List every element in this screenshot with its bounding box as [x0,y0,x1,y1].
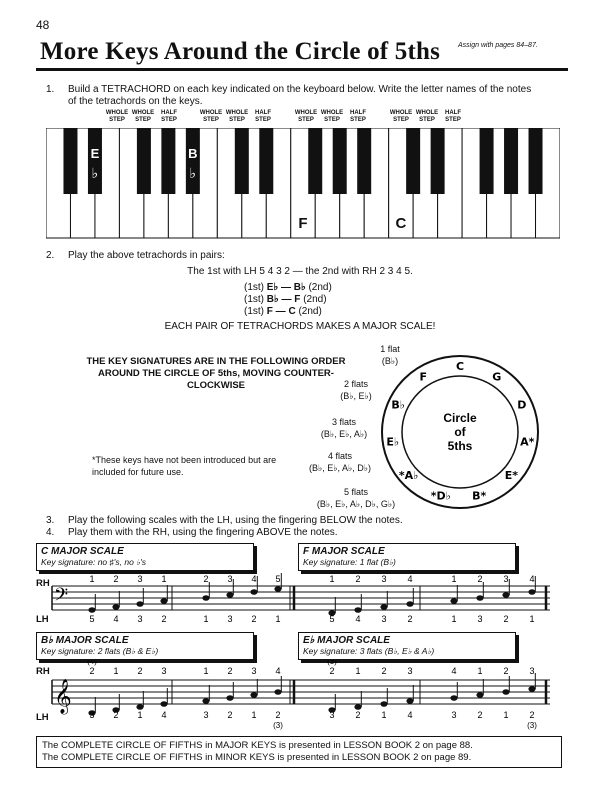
pair-row: (1st) B♭ — F (2nd) [244,294,327,305]
step-label: WHOLE STEP [225,110,249,123]
step-label: WHOLE STEP [320,110,344,123]
rh-finger-number: 1 [477,666,483,676]
note-head [160,701,167,707]
scale-key: Key signature: 3 flats (B♭, E♭ & A♭) [303,646,435,656]
circle-key-label: *D♭ [430,489,451,503]
page-title: More Keys Around the Circle of 5ths [40,38,441,65]
black-key [63,128,77,194]
step-3-text: Play the following scales with the LH, using the fingering BELOW the notes. [68,515,403,526]
black-key [259,128,273,194]
rh-finger-number: 2 [477,574,483,584]
lh-label: LH [36,614,49,625]
lh-finger-number: 2 [275,710,281,720]
circle-key-label: *A♭ [398,469,419,483]
lh-finger-number: 4 [161,710,167,720]
circle-key-label: E* [504,469,519,483]
step-label: WHOLE STEP [415,110,439,123]
treble-staff-system [40,660,556,730]
step-4-text: Play them with the RH, using the fingering ABOVE the notes. [68,527,338,538]
lh-finger-number: 3 [89,710,95,720]
lh-finger-number: 3 [227,614,233,624]
scale-box-c [36,543,254,571]
rh-alt-finger: (4) [87,660,97,666]
rh-finger-number: 4 [407,574,413,584]
black-key [504,128,518,194]
lh-finger-number: 5 [89,614,95,624]
rh-finger-number: 1 [203,666,209,676]
rh-finger-number: 5 [275,574,281,584]
note-head [354,704,361,710]
step-2-number: 2. [46,250,55,261]
lh-finger-number: 1 [203,614,209,624]
note-head [354,607,361,613]
black-key [235,128,249,194]
note-head [380,701,387,707]
title-rule [36,68,568,71]
black-key [186,128,200,194]
lh-finger-number: 5 [329,614,335,624]
rh-alt-finger: (3) [327,660,337,666]
footer-note [36,736,562,768]
key-label-e-flat-accidental: ♭ [91,166,99,182]
rh-finger-number: 1 [161,574,167,584]
scale-box-f [298,543,516,571]
note-head [406,601,413,607]
step-label: HALF STEP [445,110,461,123]
flat-label-4: 4 flats (B♭, E♭, A♭, D♭) [309,451,371,473]
rh-label: RH [36,666,50,677]
note-head [250,589,257,595]
rh-label: RH [36,578,50,589]
note-head [528,589,535,595]
rh-finger-number: 2 [89,666,95,676]
lh-finger-number: 2 [251,614,257,624]
footer-line: The COMPLETE CIRCLE OF FIFTHS in MAJOR KEYS is presented in LESSON BOOK 2 on page 88. [42,740,473,751]
note-head [250,692,257,698]
rh-finger-number: 2 [355,574,361,584]
lh-finger-number: 2 [227,710,233,720]
note-head [380,604,387,610]
scale-key: Key signature: 2 flats (B♭ & E♭) [41,646,159,656]
note-head [226,592,233,598]
key-label-b-flat-accidental: ♭ [189,166,197,182]
scale-key: Key signature: no ♯'s, no ♭'s [41,557,147,567]
black-key [480,128,494,194]
lh-finger-number: 2 [529,710,535,720]
circle-center-label: of [454,425,466,439]
lh-alt-finger: (3) [527,721,537,730]
lh-finger-number: 4 [355,614,361,624]
rh-finger-number: 2 [137,666,143,676]
circle-key-label: G [492,370,502,384]
note-head [112,604,119,610]
rh-finger-number: 1 [113,666,119,676]
lh-finger-number: 3 [329,710,335,720]
lh-finger-number: 1 [381,710,387,720]
rh-finger-number: 3 [137,574,143,584]
lh-finger-number: 2 [161,614,167,624]
rh-finger-number: 2 [113,574,119,584]
key-label-e-flat: E [90,146,100,161]
black-key [357,128,371,194]
pair-row: (1st) E♭ — B♭ (2nd) [244,282,332,293]
step-2-text: Play the above tetrachords in pairs: [68,250,225,261]
circle-key-label: D [517,398,527,412]
note-head [450,598,457,604]
lh-finger-number: 1 [451,614,457,624]
black-key [529,128,543,194]
black-key [431,128,445,194]
flat-label-3: 3 flats (B♭, E♭, A♭) [320,417,368,439]
rh-finger-number: 2 [227,666,233,676]
key-label-b-flat: B [188,146,198,161]
rh-finger-number: 4 [451,666,457,676]
lh-finger-number: 1 [529,614,535,624]
scale-box-eflat [298,632,516,660]
assign-note: Assign with pages 84–87. [458,42,538,49]
lh-finger-number: 4 [113,614,119,624]
step-label: WHOLE STEP [294,110,318,123]
step-label: HALF STEP [161,110,177,123]
treble-clef-icon: 𝄞 [54,679,72,714]
footer-line: The COMPLETE CIRCLE OF FIFTHS in MINOR KEYS is presented in LESSON BOOK 2 on page 89. [42,752,472,763]
lh-finger-number: 3 [137,614,143,624]
circle-key-label: B* [472,489,487,503]
lh-finger-number: 2 [113,710,119,720]
black-key [137,128,151,194]
note-head [136,704,143,710]
step-label: HALF STEP [350,110,366,123]
rh-finger-number: 3 [161,666,167,676]
note-head [274,586,281,592]
note-head [502,689,509,695]
lh-finger-number: 3 [451,710,457,720]
step-label: WHOLE STEP [131,110,155,123]
step-1-number: 1. [46,84,55,95]
circle-center-label: 5ths [447,439,473,453]
rh-finger-number: 2 [381,666,387,676]
rh-finger-number: 4 [251,574,257,584]
scale-name: F MAJOR SCALE [303,546,385,557]
page-number: 48 [36,18,50,32]
lh-finger-number: 3 [203,710,209,720]
circle-of-fifths [376,352,556,512]
black-key [88,128,102,194]
lh-finger-number: 1 [503,710,509,720]
pair-conclusion: EACH PAIR OF TETRACHORDS MAKES A MAJOR SCALE! [164,321,436,332]
bass-clef-icon: 𝄢 [54,585,69,610]
rh-finger-number: 2 [203,574,209,584]
lh-finger-number: 1 [251,710,257,720]
rh-finger-number: 1 [329,574,335,584]
black-key [161,128,175,194]
rh-finger-number: 2 [503,666,509,676]
note-head [502,592,509,598]
note-head [476,595,483,601]
note-head [450,695,457,701]
lh-alt-finger: (3) [273,721,283,730]
note-head [274,689,281,695]
step-4-number: 4. [46,527,55,538]
rh-finger-number: 4 [529,574,535,584]
rh-finger-number: 1 [355,666,361,676]
rh-finger-number: 1 [89,574,95,584]
circle-key-label: F [419,370,427,384]
lh-finger-number: 3 [381,614,387,624]
circle-key-label: A* [520,435,535,449]
rh-finger-number: 3 [407,666,413,676]
rh-finger-number: 3 [227,574,233,584]
scale-name: E♭ MAJOR SCALE [303,635,390,646]
scale-key: Key signature: 1 flat (B♭) [303,557,396,567]
note-head [160,598,167,604]
lh-finger-number: 1 [275,614,281,624]
scale-box-bflat [36,632,254,660]
flat-label-2: 2 flats (B♭, E♭) [340,379,372,401]
scale-name: C MAJOR SCALE [41,546,124,557]
rh-finger-number: 3 [381,574,387,584]
note-head [202,698,209,704]
note-head [136,601,143,607]
flat-label-5: 5 flats (B♭, E♭, A♭, D♭, G♭) [316,487,396,509]
bass-staff-system [40,570,556,628]
step-label: HALF STEP [255,110,271,123]
lh-rh-line: The 1st with LH 5 4 3 2 — the 2nd with RH 2 3 4 5. [187,266,413,277]
black-key [406,128,420,194]
note-head [88,607,95,613]
rh-finger-number: 3 [251,666,257,676]
note-head [528,686,535,692]
keyboard [46,128,560,240]
step-1-text: Build a TETRACHORD on each key indicated on the keyboard below. Write the letter names of the notes of the tetrachords on the keys. [68,84,532,107]
circle-key-label: E♭ [386,435,400,449]
black-key [308,128,322,194]
rh-finger-number: 2 [329,666,335,676]
rh-finger-number: 4 [275,666,281,676]
lh-label: LH [36,712,49,723]
note-head [406,698,413,704]
lh-finger-number: 4 [407,710,413,720]
lh-finger-number: 2 [477,710,483,720]
note-head [476,692,483,698]
future-keys-note: *These keys have not been introduced but are included for future use. [92,455,277,477]
note-head [202,595,209,601]
scale-name: B♭ MAJOR SCALE [41,635,129,646]
circle-key-label: C [455,360,465,373]
flat-label-1: 1 flat (B♭) [380,344,400,366]
rh-finger-number: 1 [451,574,457,584]
circle-heading: THE KEY SIGNATURES ARE IN THE FOLLOWING ORDER AROUND THE CIRCLE OF 5ths, MOVING COUNTER-CLOCKWISE [86,356,346,391]
pair-row: (1st) F — C (2nd) [244,306,322,317]
key-label-f: F [298,215,308,232]
black-key [333,128,347,194]
step-label: WHOLE STEP [105,110,129,123]
circle-center-label: Circle [443,411,477,425]
step-label: WHOLE STEP [389,110,413,123]
lh-finger-number: 2 [355,710,361,720]
step-label: WHOLE STEP [199,110,223,123]
step-3-number: 3. [46,515,55,526]
rh-finger-number: 3 [503,574,509,584]
lh-finger-number: 1 [137,710,143,720]
lh-finger-number: 3 [477,614,483,624]
tetrachord-pairs [244,282,332,318]
note-head [226,695,233,701]
lh-finger-number: 2 [407,614,413,624]
key-label-c: C [395,215,407,232]
rh-finger-number: 3 [529,666,535,676]
lh-finger-number: 2 [503,614,509,624]
circle-key-label: B♭ [391,398,405,412]
